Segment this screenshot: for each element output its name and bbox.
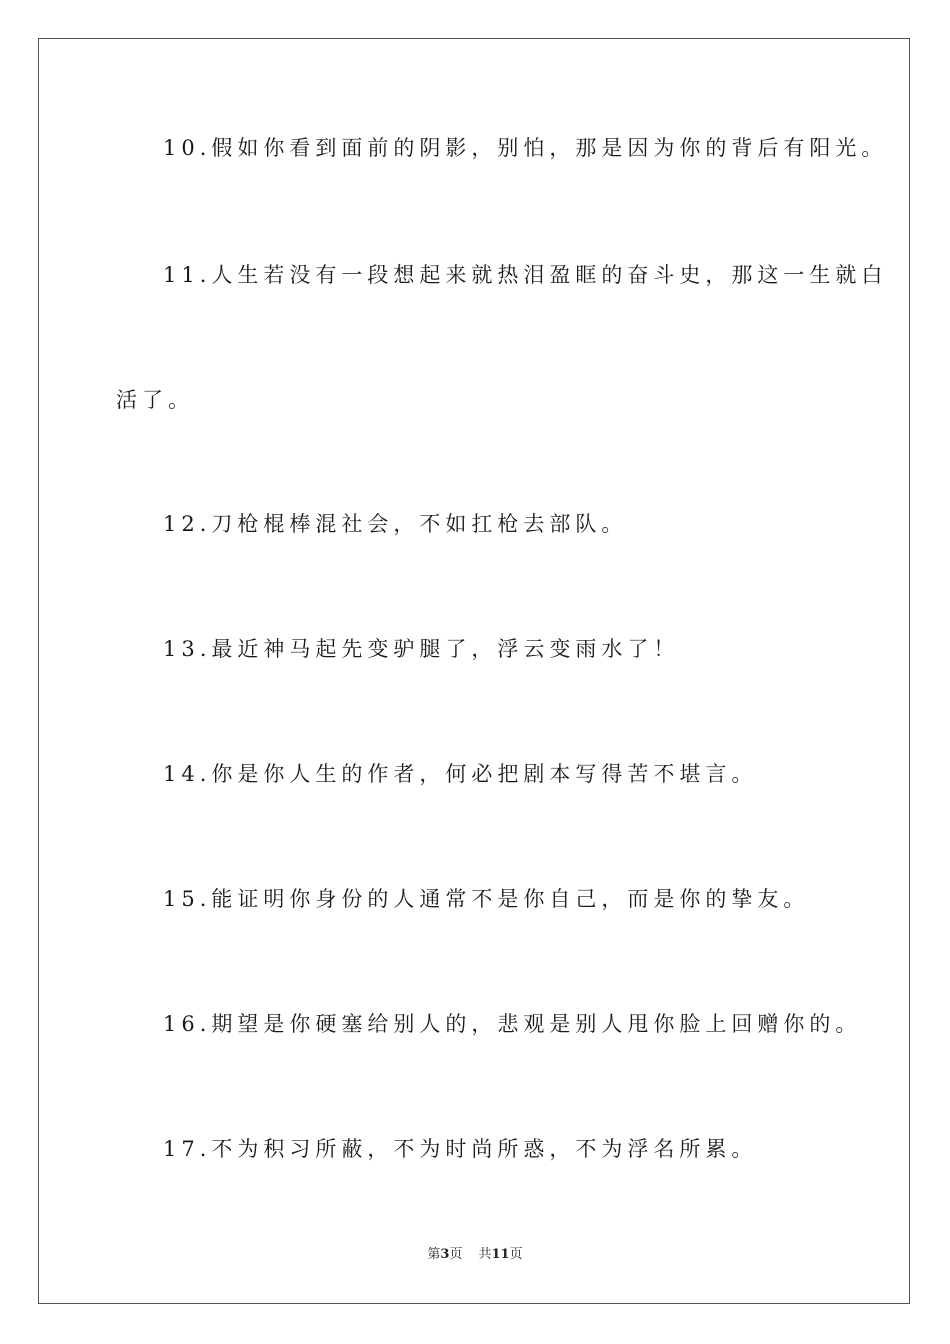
paragraph-16: 16.期望是你硬塞给别人的，悲观是别人甩你脸上回赠你的。 xyxy=(163,1012,862,1036)
footer-page-suffix: 页 xyxy=(449,1247,463,1262)
footer-total-suffix: 页 xyxy=(509,1247,523,1262)
paragraph-11-line-2: 活了。 xyxy=(116,388,194,412)
paragraph-14: 14.你是你人生的作者，何必把剧本写得苦不堪言。 xyxy=(163,762,758,786)
paragraph-13: 13.最近神马起先变驴腿了，浮云变雨水了！ xyxy=(163,637,680,661)
paragraph-12: 12.刀枪棍棒混社会，不如扛枪去部队。 xyxy=(163,512,628,536)
paragraph-11-line-1: 11.人生若没有一段想起来就热泪盈眶的奋斗史，那这一生就白 xyxy=(163,263,888,287)
document-page xyxy=(38,38,910,1304)
paragraph-15: 15.能证明你身份的人通常不是你自己，而是你的挚友。 xyxy=(163,887,810,911)
page-footer xyxy=(0,1246,950,1264)
paragraph-10: 10.假如你看到面前的阴影，别怕，那是因为你的背后有阳光。 xyxy=(163,136,888,160)
paragraph-17: 17.不为积习所蔽，不为时尚所惑，不为浮名所累。 xyxy=(163,1137,758,1161)
footer-total-prefix: 共 xyxy=(478,1247,492,1262)
footer-current-page: 3 xyxy=(440,1247,450,1262)
footer-total-pages: 11 xyxy=(491,1247,510,1262)
footer-page-prefix: 第 xyxy=(427,1247,441,1262)
